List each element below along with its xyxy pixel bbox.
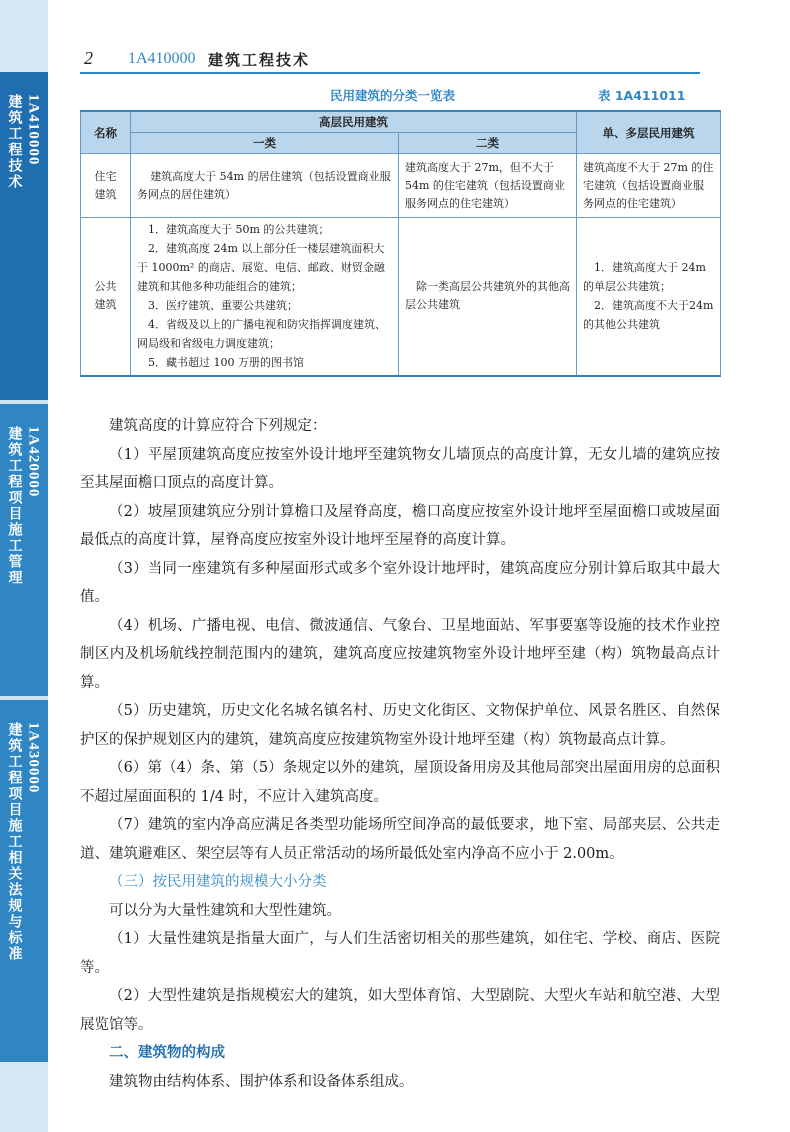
subsection-heading: （三）按民用建筑的规模大小分类 [109,874,327,890]
list-item: 5．藏书超过 100 万册的图书馆 [148,356,304,370]
paragraph: （2）坡屋顶建筑应分别计算檐口及屋脊高度，檐口高度应按室外设计地坪至屋面檐口或坡屋面最低点的高度计算，屋脊高度应按室外设计地坪至屋脊的高度计算。 [80,503,720,548]
header-cell-class2: 二类 [399,133,577,154]
header-cell-low-rise: 单、多层民用建筑 [577,111,721,154]
row-name [81,154,131,218]
paragraph: 可以分为大量性建筑和大型性建筑。 [109,902,341,919]
classification-table [80,110,721,377]
paragraph: 建筑物由结构体系、围护体系和设备体系组成。 [109,1073,414,1090]
side-tab-1a420000[interactable] [0,404,48,696]
paragraph: （5）历史建筑，历史文化名城名镇名村、历史文化街区、文物保护单位、风景名胜区、自然保护区的保护规划区内的建筑，建筑高度应按建筑物室外设计地坪至建（构）筑物最高点计算。 [80,703,720,748]
body-text [80,412,720,1096]
list-item: 1．建筑高度大于 50m 的公共建筑； [148,223,330,237]
paragraph: （2）大型性建筑是指规模宏大的建筑，如大型体育馆、大型剧院、大型火车站和航空港、大型展览馆等。 [80,988,720,1033]
header-chapter-title: 建筑工程技术 [208,51,311,69]
side-tab-title: 建筑工程项目施工相关法规与标准 [6,722,23,962]
cell-low-rise [577,218,721,376]
paragraph: （3）当同一座建筑有多种屋面形式或多个室外设计地坪时，建筑高度应分别计算后取其中最大值。 [80,560,720,605]
side-tab-title: 建筑工程技术 [6,94,23,190]
list-item: 2．建筑高度不大于24m 的其他公共建筑 [583,299,714,332]
table-header-row [81,111,721,133]
header-cell-class1: 一类 [131,133,399,154]
table-number: 表 1A411011 [598,88,686,103]
cell-class1 [131,218,399,376]
row-name [81,218,131,376]
side-tab-1a410000[interactable] [0,72,48,400]
section-heading: 二、建筑物的构成 [109,1045,225,1061]
paragraph: （1）大量性建筑是指量大面广，与人们生活密切相关的那些建筑，如住宅、学校、商店、医院等。 [80,931,720,976]
header-rule [80,72,700,74]
side-tab-code: 1A420000 [25,426,42,498]
side-tab-strip [0,0,48,1132]
page-number: 2 [84,48,93,68]
table-row-residential [81,154,721,218]
side-tab-code: 1A430000 [25,722,42,794]
side-tab-1a430000[interactable] [0,700,48,1062]
paragraph: （1）平屋顶建筑高度应按室外设计地坪至建筑物女儿墙顶点的高度计算，无女儿墙的建筑应按至其屋面檐口顶点的高度计算。 [80,446,720,491]
row-name-line: 建筑 [94,298,117,312]
list-item: 1．建筑高度大于 24m 的单层公共建筑； [583,261,706,294]
list-item: 3．医疗建筑、重要公共建筑； [148,299,298,313]
table-row-public [81,218,721,376]
side-tab-code: 1A410000 [25,94,42,166]
paragraph: （6）第（4）条、第（5）条规定以外的建筑，屋顶设备用房及其他局部突出屋面用房的总面积不超过屋面面积的 1/4 时，不应计入建筑高度。 [80,760,720,805]
cell-class2: 除一类高层公共建筑外的其他高层公共建筑 [399,218,577,376]
row-name-line: 建筑 [94,187,117,201]
list-item: 2．建筑高度 24m 以上部分任一楼层建筑面积大于 1000m² 的商店、展览、电信、邮政、财贸金融建筑和其他多种功能组合的建筑； [137,242,385,294]
paragraph: 建筑高度的计算应符合下列规定： [109,418,327,434]
header-cell-name: 名称 [81,111,131,154]
side-tab-title: 建筑工程项目施工管理 [6,426,23,586]
cell-class1: 建筑高度大于 54m 的居住建筑（包括设置商业服务网点的居住建筑） [131,154,399,218]
paragraph: （4）机场、广播电视、电信、微波通信、气象台、卫星地面站、军事要塞等设施的技术作业控制区内及机场航线控制范围内的建筑，建筑高度应按建筑物室外设计地坪至建（构）筑物最高点计算。 [80,617,720,691]
cell-class2: 建筑高度大于 27m，但不大于 54m 的住宅建筑（包括设置商业服务网点的住宅建筑） [399,154,577,218]
paragraph: （7）建筑的室内净高应满足各类型功能场所空间净高的最低要求，地下室、局部夹层、公共走道、建筑避难区、架空层等有人员正常活动的场所最低处室内净高不应小于 2.00m。 [80,817,720,862]
header-chapter-code: 1A410000 [128,50,196,67]
cell-low-rise: 建筑高度不大于 27m 的住宅建筑（包括设置商业服务网点的住宅建筑） [577,154,721,218]
running-header [80,44,700,74]
header-cell-high-rise: 高层民用建筑 [131,111,577,133]
list-item: 4．省级及以上的广播电视和防灾指挥调度建筑、网局级和省级电力调度建筑； [137,318,386,351]
table-title: 民用建筑的分类一览表 [330,88,456,103]
row-name-line: 公共 [94,280,117,294]
row-name-line: 住宅 [94,169,117,183]
